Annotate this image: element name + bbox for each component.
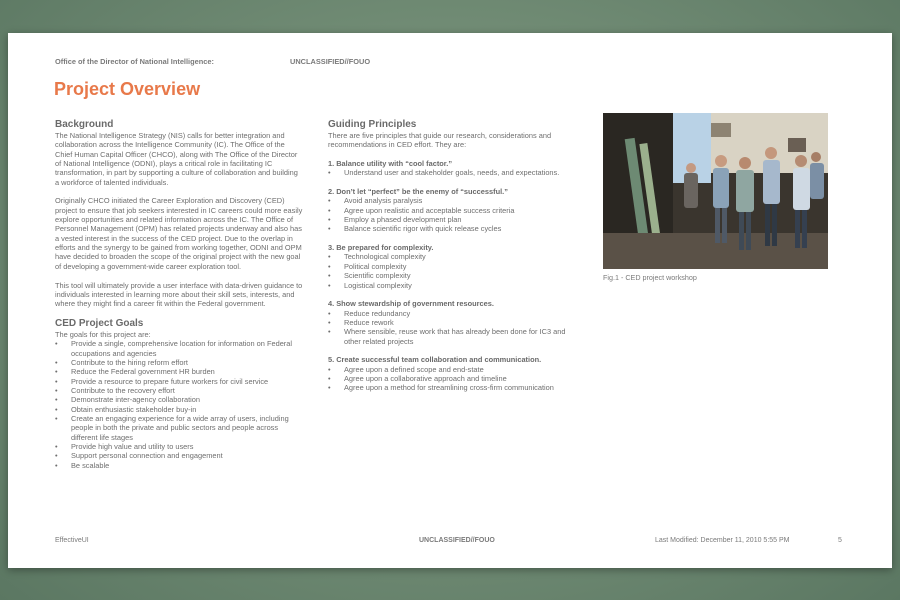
right-column xyxy=(328,119,578,402)
principle-item: • Balance scientific rigor with quick release cycles xyxy=(328,224,578,233)
goal-item: • Create an engaging experience for a wide array of users, including people in both the private and public sectors and people across different life stages xyxy=(55,414,303,442)
principle-heading: 5. Create successful team collaboration and communication. xyxy=(328,355,542,365)
background-paragraph-2: Originally CHCO initiated the Career Exploration and Discovery (CED) project to ensure that job seekers interested in IC careers could more easily explore opportunities and related information across the IC. The Office of Personnel Management (OPM) has related projects underway and also has a vested interest in the success of the CED project. Due to the overlap in efforts and the synergy to be gained from working together, ODNI and OPM have decided to broaden the scope of the original project with the new goal of developing a government-wide career exploration tool. xyxy=(55,196,303,271)
document-page xyxy=(8,33,892,568)
principle-item: • Technological complexity xyxy=(328,252,578,261)
principle-item: • Agree upon a method for streamlining cross-firm communication xyxy=(328,383,578,392)
background-paragraph-1: The National Intelligence Strategy (NIS) calls for better integration and collaboration across the Intelligence Community (IC). The Office of the Chief Human Capital Officer (CHCO), along with The Office of the Director of National Intelligence (ODNI), plays a critical role in facilitating IC transformation, in part by supporting a culture of collaboration and building a workforce of talented individuals. xyxy=(55,131,298,187)
figure-caption: Fig.1 - CED project workshop xyxy=(603,273,697,282)
background-heading: Background xyxy=(55,119,114,130)
page-title: Project Overview xyxy=(54,79,201,99)
principle-item: • Where sensible, reuse work that has already been done for IC3 and other related projects xyxy=(328,327,578,346)
principle-item: • Avoid analysis paralysis xyxy=(328,196,578,205)
principle-item: • Political complexity xyxy=(328,262,578,271)
footer-company: EffectiveUI xyxy=(55,537,89,544)
principles-groups xyxy=(328,159,578,393)
goal-item: • Demonstrate inter-agency collaboration xyxy=(55,395,303,404)
goals-intro: The goals for this project are: xyxy=(55,329,151,339)
principle-item: • Logistical complexity xyxy=(328,281,578,290)
principle-list xyxy=(328,252,578,289)
principle-item: • Reduce redundancy xyxy=(328,309,578,318)
page-number: 5 xyxy=(838,537,842,544)
goal-item: • Contribute to the hiring reform effort xyxy=(55,358,303,367)
principle-item: • Scientific complexity xyxy=(328,271,578,280)
goal-item: • Provide a single, comprehensive location for information on Federal occupations and agencies xyxy=(55,339,303,358)
goal-item: • Reduce the Federal government HR burden xyxy=(55,367,303,376)
goal-item: • Be scalable xyxy=(55,461,303,470)
principle-item: • Understand user and stakeholder goals, needs, and expectations. xyxy=(328,168,578,177)
principle-heading: 4. Show stewardship of government resources. xyxy=(328,299,494,309)
principle-list xyxy=(328,168,578,177)
goal-item: • Contribute to the recovery effort xyxy=(55,386,303,395)
principle-list xyxy=(328,309,578,346)
principle-item: • Agree upon a defined scope and end-state xyxy=(328,365,578,374)
principle-item: • Agree upon a collaborative approach and timeline xyxy=(328,374,578,383)
background-paragraph-3: This tool will ultimately provide a user interface with data-driven guidance to individuals interested in learning more about their skill sets, interests, and where they might find a career fit within the Federal government. xyxy=(55,280,303,309)
goal-item: • Support personal connection and engagement xyxy=(55,451,303,460)
header-org: Office of the Director of National Intelligence: xyxy=(55,57,214,66)
principle-list xyxy=(328,365,578,393)
footer-classification: UNCLASSIFIED//FOUO xyxy=(419,537,495,544)
principles-heading: Guiding Principles xyxy=(328,119,417,130)
goal-item: • Obtain enthusiastic stakeholder buy-in xyxy=(55,405,303,414)
footer-last-modified: Last Modified: December 11, 2010 5:55 PM xyxy=(655,537,790,544)
goal-item: • Provide a resource to prepare future workers for civil service xyxy=(55,377,303,386)
goal-item: • Provide high value and utility to users xyxy=(55,442,303,451)
principle-list xyxy=(328,196,578,233)
principles-intro: There are five principles that guide our research, considerations and recommendations in CED effort. They are: xyxy=(328,131,552,150)
goals-list xyxy=(55,339,303,470)
principle-item: • Reduce rework xyxy=(328,318,578,327)
principle-heading: 1. Balance utility with “cool factor.” xyxy=(328,159,453,169)
principle-heading: 3. Be prepared for complexity. xyxy=(328,243,434,253)
principle-item: • Agree upon realistic and acceptable success criteria xyxy=(328,206,578,215)
principle-item: • Employ a phased development plan xyxy=(328,215,578,224)
goals-heading: CED Project Goals xyxy=(55,317,144,329)
header-classification: UNCLASSIFIED//FOUO xyxy=(290,57,371,66)
left-column xyxy=(55,119,303,479)
workshop-photo xyxy=(603,113,828,269)
principle-heading: 2. Don’t let “perfect” be the enemy of “successful.” xyxy=(328,187,508,197)
